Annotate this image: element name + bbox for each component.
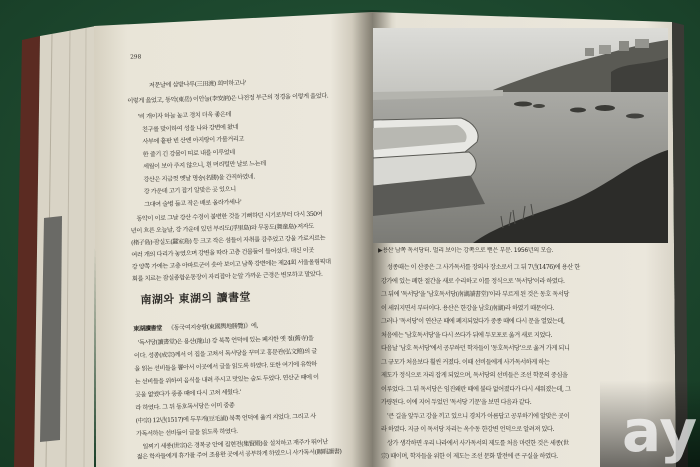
text-line: 라 하였다. 지금 이 독서당 자리는 옥수동 한강변 언덕으로 알려져 있다. bbox=[381, 426, 554, 433]
text-line: 여러 개의 다리가 놓였으며 강변을 따라 고층 건물들이 들어섰다. 대신 이곳 bbox=[131, 246, 314, 259]
text-line: 제도가 정식으로 자리 잡게 되었으며, 독서당의 선비들은 조선 학문의 중심을 bbox=[381, 372, 568, 379]
left-page-text bbox=[118, 44, 367, 462]
poem-line: 그대여 술병 들고 작은 배로 올라가세나' bbox=[143, 198, 242, 208]
poem-line: 한 줄기 긴 강물이 띠로 내를 이루었네 bbox=[142, 148, 235, 158]
poem-line: 강산은 지금껏 옛날 명승(名勝)을 간직하였네. bbox=[143, 172, 255, 183]
text-line: '독서당(讀書堂)은 용산(龍山) 강 북쪽 언덕에 있는 폐지한 옛 절(舊寺)을 bbox=[137, 334, 314, 347]
text-line: 일찌기 세종(世宗)은 경복궁 안에 집현전(集賢殿)을 설치하고 재주가 뛰어난 bbox=[142, 438, 328, 451]
text-line: 라 하였다. 그 뒤 동호독서당은 이미 중종 bbox=[135, 402, 235, 412]
river-photo bbox=[373, 28, 668, 243]
subsection-intro: 《동국여지승람(東國輿地勝覽)》에, bbox=[167, 322, 259, 332]
text-line: 가량된다. 이에 지어 두었던 '독서당 기문'을 보면 다음과 같다. bbox=[381, 399, 532, 406]
text-line: 년이 흐른 오늘날, 강 가운데 있던 부리도(浮里島)와 무동도(舞童島)·저자도 bbox=[130, 222, 314, 235]
text-line: 그러나 '독서당'이 연산군 때에 폐지되었다가 중종 때에 다시 문을 열었는데, bbox=[381, 318, 565, 325]
text-line: 젊은 학자들에게 휴가를 주어 조용한 곳에서 공부하게 하였으니 사가독서(賜暇讀書) bbox=[136, 448, 342, 461]
river-photo-drawing bbox=[373, 28, 668, 243]
watermark: ay bbox=[622, 402, 698, 464]
text-line: 강가에 있는 폐한 절간을 새로 수리하고 이를 정식으로 '독서당'이라 하였다. bbox=[381, 277, 565, 285]
text-line: 동악이 이로 그날 강산 수경이 불변한 것을 기뻐하던 시기로부터 다시 350여 bbox=[136, 210, 323, 223]
text-line: (中宗) 12년(1517)에 두무개(豆毛浦) 북쪽 언덕에 옮겨 지었다. 그리고 사 bbox=[135, 412, 316, 425]
hilltop-building bbox=[599, 45, 611, 54]
poem-closing-line: 저문날에 삼밭나루(三田渡) 희미하고나' bbox=[148, 79, 247, 90]
page-number: 298 bbox=[130, 54, 142, 61]
text-line: '큰 길을 앞두고 강을 끼고 있으니 경치가 아름답고 공부하기에 알맞은 곳이 bbox=[387, 412, 570, 420]
distant-boat bbox=[595, 105, 615, 111]
text-line: 회를 치르는 잠실종합운동장이 자리잡아 눈앞 가까운 근경은 변모하고 말았다. bbox=[131, 270, 323, 283]
poem-line: 세월이 보아 주지 않으니, 흰 머리털만 날로 느는데 bbox=[142, 160, 266, 171]
poem-line: 사부에 흩판 빈 산엔 아지랑이 가물거리고 bbox=[142, 135, 245, 146]
text-line: 을 읽는 선비들을 뽑아서 이곳에서 글을 읽도록 하였다. 또한 여기에 유학하 bbox=[134, 360, 317, 373]
text-line: 다음날 '남호 독서당'에서 공부하던 학자들이 '동호독서당'으로 옮겨 가게 되니 bbox=[381, 345, 570, 352]
text-line: 강 양쪽 가에는 고층 아파트군이 솟아 보이고 남쪽 강변에는 제24회 서울올림픽대 bbox=[131, 258, 331, 271]
distant-boat bbox=[626, 114, 644, 119]
text-line: 가독서하는 선비들이 글을 읽도록 하였다. bbox=[135, 428, 238, 438]
hilltop-building bbox=[619, 41, 629, 51]
text-line: 그 규모가 처음보다 훨씬 커졌다. 이때 선비들에게 사가독서하게 하는 bbox=[381, 358, 550, 366]
text-line: 성종때는 이 산중은 그 사가독서를 장의사 장소로서 그 뒤 7년(1476)에 용산 한 bbox=[387, 264, 580, 271]
text-line: 곳을 없앴다가 중종 때에 다시 고쳐 세웠다.' bbox=[134, 388, 241, 399]
text-line: 이루었다. 그 뒤 독서당은 임진왜란 때에 불타 없어졌다가 다시 세워졌는데, 그 bbox=[381, 385, 571, 393]
subsection-title-line bbox=[133, 322, 258, 333]
text-line: 이다. 성종(成宗)께서 이 집을 고쳐서 독서당을 꾸미고 홍문관(弘文館)의 글 bbox=[133, 347, 317, 360]
poem-line: 친구를 맞이하여 성을 나와 강변에 왔네 bbox=[141, 123, 239, 133]
distant-boat bbox=[533, 104, 545, 108]
hilltop-building bbox=[585, 48, 594, 56]
distant-boat bbox=[514, 102, 532, 107]
text-line: 이 세워지면서 부터이다. 용산은 한강을 남호(南湖)라 하였기 때문이다. bbox=[381, 304, 554, 312]
section-heading: 南湖와 東湖의 讀書堂 bbox=[140, 290, 251, 307]
text-line: 상가 생각하면 우리 나라에서 사가독서의 제도를 처음 마련한 것은 세종(世 bbox=[387, 439, 569, 447]
photo-caption: ▶용산 남쪽 독서당터. 멀리 보이는 강쪽으로 뻗은 부분. 1956년의 모습. bbox=[378, 247, 554, 254]
text-line: 는 선비들을 위하여 음식을 내려 주시고 맛있는 술도 두었다. 연산군 때에 이 bbox=[134, 373, 319, 386]
subsection-label: 東湖讀書堂 bbox=[133, 324, 163, 333]
poem-line: 강 가운데 고기 잡기 알맞은 곳 있으니 bbox=[143, 185, 236, 196]
text-line: 이렇게 읊었고, 동악(東岳) 이안눌(李安訥)은 나전정 부근의 정경을 이렇게 읊었다. bbox=[127, 92, 329, 105]
text-line: (楮子島)·잠실도(蠶室島) 등 크고 작은 섬들이 자취를 감추었고 강을 가로지르는 bbox=[130, 234, 326, 247]
distant-boat bbox=[570, 108, 586, 113]
text-line: 그 뒤에 '독서당'을 '남호독서당(南湖讀書堂)'이라 부르게 된 것은 동호 독서당 bbox=[381, 291, 569, 298]
hilltop-building bbox=[635, 39, 649, 48]
text-line: 宗) 때이며, 학자들을 위한 이 제도는 조선 문화 발전에 큰 구실을 하였다. bbox=[381, 453, 558, 460]
poem-line: '비 개이자 하늘 높고 경치 더욱 좋은데 bbox=[137, 111, 232, 121]
text-line: 처음에는 '남호독서당'을 다시 쓰다가 뒤에 두모포로 옮겨 새로 지었다. bbox=[381, 331, 552, 339]
